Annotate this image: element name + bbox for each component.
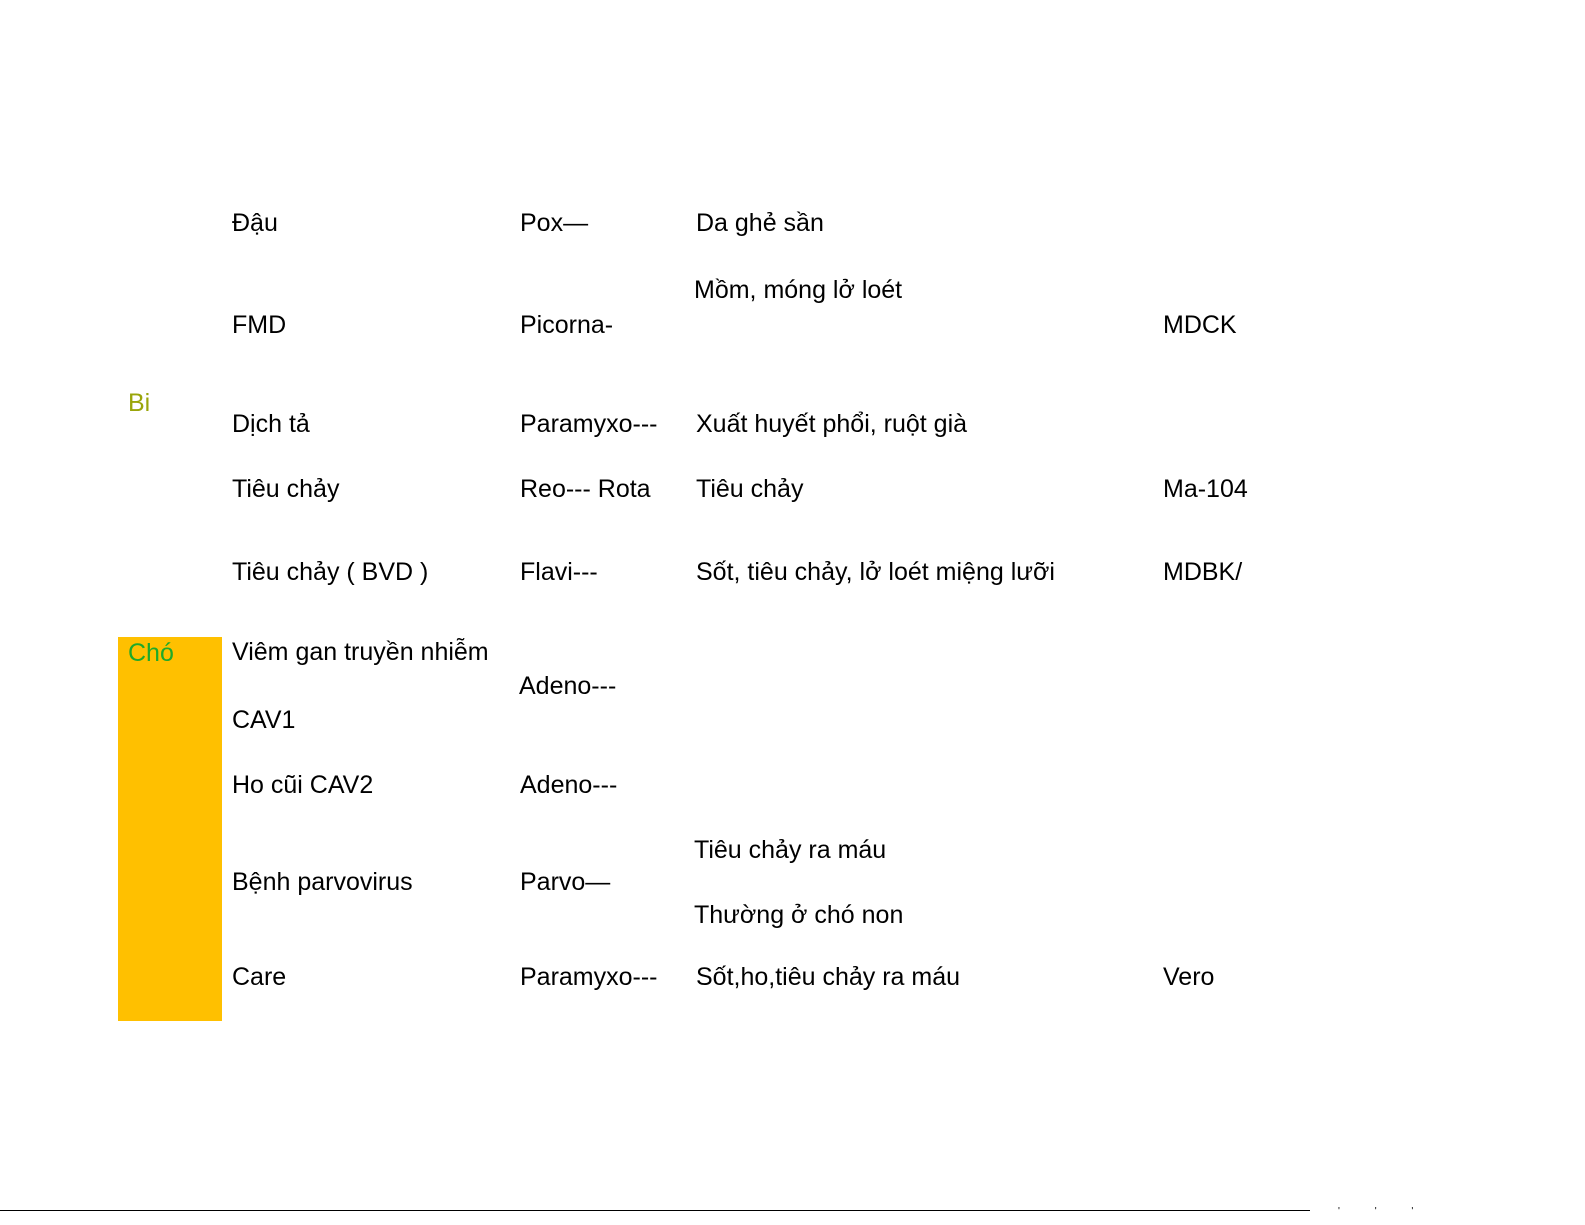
cho-highlight-block [118,637,222,1021]
disease-cell: Ho cũi CAV2 [232,771,374,799]
virus-cell: Adeno--- [520,771,618,799]
symptom-cell: Tiêu chảy ra máu [694,836,887,864]
virus-cell: Reo--- Rota [520,475,651,503]
disease-cell: Đậu [232,209,278,237]
group-label-bi: Bi [128,389,151,417]
bottom-rule [0,1210,1310,1211]
cell-line-cell: MDBK/ [1163,558,1243,586]
virus-cell: Paramyxo--- [520,963,658,991]
edge-tick-marks: ' ' ' [1338,1206,1430,1217]
virus-cell: Paramyxo--- [520,410,658,438]
disease-cell: FMD [232,311,287,339]
cell-line-cell: Ma-104 [1163,475,1248,503]
virus-cell: Adeno--- [519,672,617,700]
disease-cell: Tiêu chảy [232,475,340,503]
symptom-cell: Da ghẻ sần [696,209,824,237]
disease-cell: Bệnh parvovirus [232,868,413,896]
symptom-cell: Tiêu chảy [696,475,804,503]
symptom-cell: Mồm, móng lở loét [694,276,903,304]
disease-cell: Viêm gan truyền nhiễm [232,638,489,666]
disease-cell: Tiêu chảy ( BVD ) [232,558,429,586]
symptom-cell: Xuất huyết phổi, ruột già [696,410,968,438]
group-label-cho: Chó [128,639,174,667]
virus-cell: Parvo— [520,868,611,896]
virus-cell: Flavi--- [520,558,598,586]
symptom-cell: Sốt, tiêu chảy, lở loét miệng lưỡi [696,558,1055,586]
disease-cell-line2: CAV1 [232,706,296,734]
disease-cell: Care [232,963,287,991]
virus-cell: Picorna- [520,311,614,339]
cell-line-cell: MDCK [1163,311,1237,339]
cell-line-cell: Vero [1163,963,1215,991]
symptom-cell: Sốt,ho,tiêu chảy ra máu [696,963,961,991]
disease-cell: Dịch tả [232,410,310,438]
symptom-cell-line2: Thường ở chó non [694,901,904,929]
virus-cell: Pox— [520,209,589,237]
